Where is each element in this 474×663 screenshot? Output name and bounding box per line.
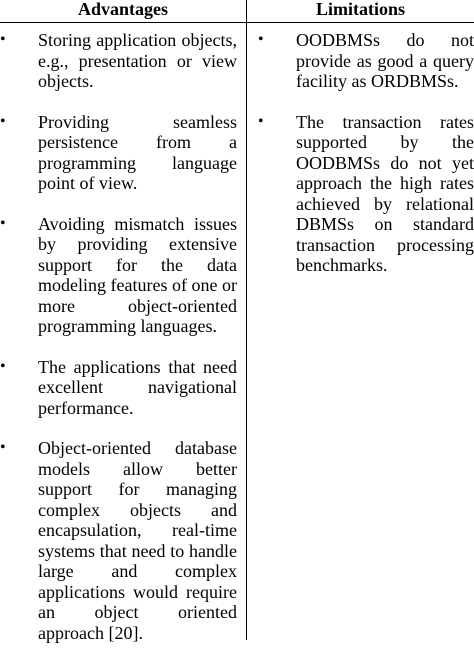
bullet-icon: • bbox=[0, 214, 6, 232]
limitation-item bbox=[258, 111, 474, 276]
bullet-icon: • bbox=[0, 31, 6, 48]
advantage-item bbox=[0, 438, 237, 643]
limitation-text: OODBMSs do not provide as good a query facility as ORDBMSs. bbox=[296, 30, 474, 91]
advantages-column bbox=[0, 30, 237, 663]
bullet-icon: • bbox=[0, 439, 6, 456]
advantage-item bbox=[0, 356, 237, 419]
limitation-item bbox=[258, 30, 474, 92]
advantage-text: The applications that need excellent navigational performance. bbox=[38, 356, 237, 418]
advantage-text: Object-oriented database models allow better support for managing complex objects and encapsulation, real-time systems that need to handle large and complex applications would require an object oriented approach [20]. bbox=[38, 438, 237, 643]
bullet-icon: • bbox=[258, 112, 264, 130]
header-limitations: Limitations bbox=[315, 0, 405, 19]
advantage-item bbox=[0, 30, 237, 92]
advantage-text: Storing application objects, e.g., presentation or view objects. bbox=[38, 30, 237, 91]
bullet-icon: • bbox=[0, 357, 6, 375]
advantage-text: Avoiding mismatch issues by providing extensive support for the data modeling features of one or more object-oriented programming languages. bbox=[38, 213, 237, 336]
bullet-icon: • bbox=[0, 112, 6, 130]
limitations-column bbox=[258, 30, 474, 296]
advantage-item bbox=[0, 111, 237, 194]
column-divider bbox=[246, 0, 247, 640]
advantage-item bbox=[0, 213, 237, 337]
header-divider bbox=[0, 22, 474, 23]
header-advantages: Advantages bbox=[77, 0, 168, 19]
advantage-text: Providing seamless persistence from a programming language point of view. bbox=[38, 111, 237, 193]
limitation-text: The transaction rates supported by the OODBMSs do not yet approach the high rates achieved by relational DBMSs on standard transaction processing benchmarks. bbox=[296, 111, 474, 275]
bullet-icon: • bbox=[258, 31, 264, 48]
